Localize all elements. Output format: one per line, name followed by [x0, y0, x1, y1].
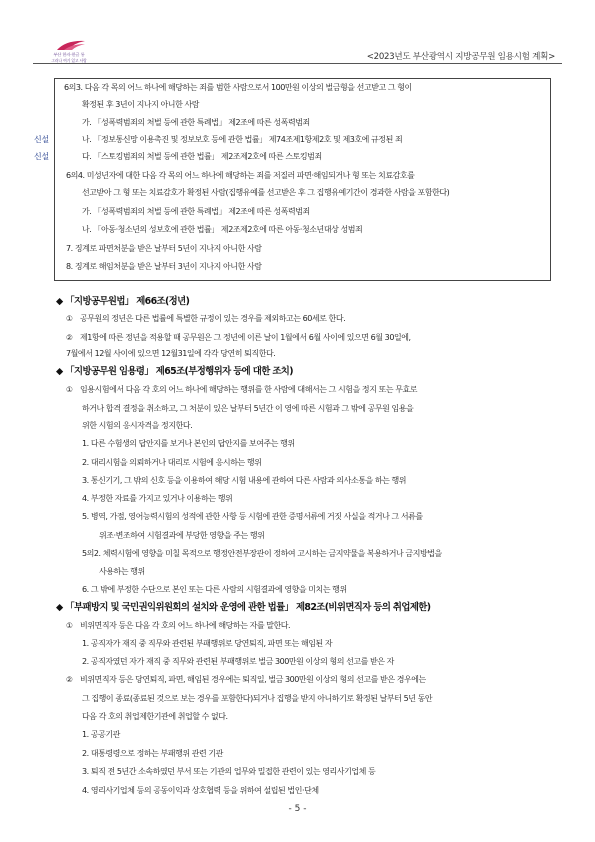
- box-item-line: 선고받아 그 형 또는 치료감호가 확정된 사람(집행유예를 선고받은 후 그 집행유예기간이 경과한 사람을 포함한다): [82, 188, 450, 197]
- box-item-line: 가. 「성폭력범죄의 처벌 등에 관한 특례법」 제2조에 따른 성폭력범죄: [82, 118, 310, 127]
- logo-line1: 부산 한자·한글 통: [53, 52, 85, 57]
- box-item-line: 가. 「성폭력범죄의 처벌 등에 관한 특례법」 제2조에 따른 성폭력범죄: [82, 207, 310, 216]
- box-item-line: 6의3. 다음 각 목의 어느 하나에 해당하는 죄를 범한 사람으로서 100만원 이상의 벌금형을 선고받고 그 형이: [64, 83, 412, 92]
- box-item-line: 8. 징계로 해임처분을 받은 날부터 3년이 지나지 아니한 사람: [66, 262, 262, 271]
- clause-line: 1. 다른 수험생의 답안지를 보거나 본인의 답안지를 보여주는 행위: [82, 439, 295, 448]
- clause-line: 3. 퇴직 전 5년간 소속하였던 부서 또는 기관의 업무와 밀접한 관련이 있는 영리사기업체 등: [82, 767, 376, 776]
- clause-line: 그 집행이 종료(종료된 것으로 보는 경우를 포함한다)되거나 집행을 받지 아니하기로 확정된 날부터 5년 동안: [82, 694, 433, 703]
- clause-line: 임용시험에서 다음 각 호의 어느 하나에 해당하는 행위를 한 사람에 대해서는 그 시험을 정지 또는 무효로: [80, 385, 418, 394]
- box-item-line: 확정된 후 3년이 지나지 아니한 사람: [82, 100, 199, 109]
- box-item-line: 6의4. 미성년자에 대한 다음 각 목의 어느 하나에 해당하는 죄를 저질러 파면·해임되거나 형 또는 치료감호를: [66, 171, 415, 180]
- clause-line: 제1항에 따른 정년을 적용할 때 공무원은 그 정년에 이른 날이 1월에서 6월 사이에 있으면 6월 30일에,: [80, 333, 411, 342]
- box-item-line: 다. 「스토킹범죄의 처벌 등에 관한 법률」 제2조제2호에 따른 스토킹범죄: [82, 152, 322, 161]
- box-item-line: 나. 「아동·청소년의 성보호에 관한 법률」 제2조제2호에 따른 아동·청소년대상 성범죄: [82, 225, 363, 234]
- logo-line2: 그러나 여기 있고 사랑: [51, 58, 87, 63]
- clause-line: 하거나 합격 결정을 취소하고, 그 처분이 있은 날부터 5년간 이 영에 따른 시험과 그 밖에 공무원 임용을: [82, 404, 414, 413]
- new-provision-marker: 신설: [34, 152, 49, 161]
- section-heading: ◆ 「지방공무원 임용령」 제65조(부정행위자 등에 대한 조치): [56, 366, 293, 377]
- clause-line: 2. 공직자였던 자가 재직 중 직무와 관련된 부패행위로 벌금 300만원 이상의 형의 선고를 받은 자: [82, 657, 394, 666]
- clause-line: 사용하는 행위: [99, 567, 145, 576]
- clause-number: ②: [66, 333, 73, 342]
- logo-mark-icon: [56, 40, 86, 51]
- document-header-title: <2023년도 부산광역시 지방공무원 임용시험 계획>: [366, 52, 555, 62]
- clause-line: 5. 병역, 가점, 영어능력시험의 성적에 관한 사항 등 시험에 관한 증명서류에 거짓 사실을 적거나 그 서류를: [82, 512, 423, 521]
- clause-line: 비위면직자 등은 당연퇴직, 파면, 해임된 경우에는 퇴직일, 벌금 300만원 이상의 형의 선고를 받은 경우에는: [80, 675, 426, 684]
- clause-number: ①: [66, 621, 73, 630]
- section-heading: ◆ 「부패방지 및 국민권익위원회의 설치와 운영에 관한 법률」 제82조(비위면직자 등의 취업제한): [56, 602, 431, 613]
- clause-line: 4. 영리사기업체 등의 공동이익과 상호협력 등을 위하여 설립된 법인·단체: [82, 786, 319, 795]
- clause-line: 1. 공공기관: [82, 730, 120, 739]
- clause-line: 1. 공직자가 재직 중 직무와 관련된 부패행위로 당연퇴직, 파면 또는 해임된 자: [82, 639, 333, 648]
- clause-line: 5의2. 체력시험에 영향을 미칠 목적으로 행정안전부장관이 정하여 고시하는 금지약물을 복용하거나 금지방법을: [82, 549, 442, 558]
- box-item-line: 7. 징계로 파면처분을 받은 날부터 5년이 지나지 아니한 사람: [66, 244, 262, 253]
- clause-line: 2. 대리시험을 의뢰하거나 대리로 시험에 응시하는 행위: [82, 458, 262, 467]
- clause-line: 4. 부정한 자료를 가지고 있거나 이용하는 행위: [82, 494, 233, 503]
- clause-number: ①: [66, 314, 73, 323]
- clause-line: 위조·변조하여 시험결과에 부당한 영향을 주는 행위: [99, 531, 265, 540]
- clause-number: ①: [66, 385, 73, 394]
- clause-line: 다음 각 호의 취업제한기관에 취업할 수 없다.: [82, 712, 228, 721]
- header-divider: [33, 63, 562, 64]
- clause-line: 2. 대통령령으로 정하는 부패행위 관련 기관: [82, 749, 223, 758]
- clause-line: 7월에서 12월 사이에 있으면 12월31일에 각각 당연히 퇴직한다.: [66, 349, 276, 358]
- clause-line: 6. 그 밖에 부정한 수단으로 본인 또는 다른 사람의 시험결과에 영향을 미치는 행위: [82, 585, 347, 594]
- clause-line: 공무원의 정년은 다른 법률에 특별한 규정이 있는 경우를 제외하고는 60세로 한다.: [80, 314, 346, 323]
- page-number: - 5 -: [288, 804, 307, 814]
- new-provision-marker: 신설: [34, 135, 49, 144]
- clause-line: 3. 통신기기, 그 밖의 신호 등을 이용하여 해당 시험 내용에 관하여 다른 사람과 의사소통을 하는 행위: [82, 476, 407, 485]
- box-item-line: 나. 「정보통신망 이용촉진 및 정보보호 등에 관한 법률」 제74조제1항제2호 및 제3호에 규정된 죄: [82, 135, 403, 144]
- clause-line: 비위면직자 등은 다음 각 호의 어느 하나에 해당하는 자를 말한다.: [80, 621, 291, 630]
- clause-line: 위한 시험의 응시자격을 정지한다.: [82, 421, 193, 430]
- section-heading: ◆ 「지방공무원법」 제66조(정년): [56, 296, 190, 307]
- clause-number: ②: [66, 675, 73, 684]
